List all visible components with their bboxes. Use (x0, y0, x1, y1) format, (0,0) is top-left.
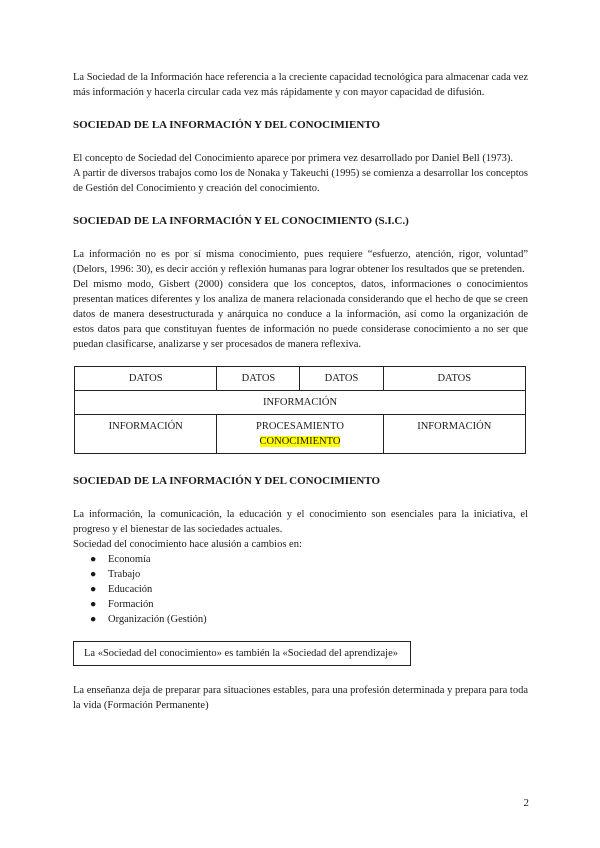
boxed-note: La «Sociedad del conocimiento» es también la «Sociedad del aprendizaje» (73, 641, 411, 666)
bullet-icon: ● (90, 584, 97, 595)
list-item: ● Formación (90, 599, 154, 610)
page-content (73, 70, 528, 713)
section1-paragraph-1: El concepto de Sociedad del Conocimiento aparece por primera vez desarrollado por Daniel Bell (1973). (73, 153, 513, 164)
bullet-icon: ● (90, 569, 97, 580)
table-row-procesamiento (75, 415, 526, 454)
list-item: ● Organización (Gestión) (90, 614, 207, 625)
list-intro: Sociedad del conocimiento hace alusión a cambios en: (73, 539, 302, 550)
cell-datos-2: DATOS (217, 367, 300, 391)
section3-paragraph-1: La información, la comunicación, la educación y el conocimiento son esenciales para la iniciativa, el progreso y el bienestar de las sociedades actuales. (73, 509, 528, 535)
bullet-icon: ● (90, 554, 97, 565)
conocimiento-highlighted-label: CONOCIMIENTO (259, 436, 341, 447)
page-number: 2 (523, 797, 529, 809)
section1-paragraph-2: A partir de diversos trabajos como los de Nonaka y Takeuchi (1995) se comienza a desarrollar los conceptos de Gestión del Conocimiento y creación del conocimiento. (73, 168, 528, 194)
changes-list (90, 552, 528, 627)
cell-informacion-left: INFORMACIÓN (75, 415, 217, 454)
cell-informacion-merged: INFORMACIÓN (75, 391, 526, 415)
list-item: ● Economía (90, 554, 151, 565)
section2-paragraph-1: La información no es por sí misma conocimiento, pues requiere “esfuerzo, atención, rigor, voluntad” (Delors, 1996: 30), es decir acción y reflexión humanas para lograr obtener los resultados que se pretenden. (73, 249, 528, 275)
data-information-knowledge-table (74, 366, 526, 454)
list-item: ● Educación (90, 584, 153, 595)
bullet-icon: ● (90, 599, 97, 610)
section2-heading: SOCIEDAD DE LA INFORMACIÓN Y EL CONOCIMIENTO (S.I.C.) (73, 215, 409, 227)
cell-datos-4: DATOS (383, 367, 525, 391)
final-paragraph: La enseñanza deja de preparar para situaciones estables, para una profesión determinada y prepara para toda la vida (Formación Permanente) (73, 685, 528, 711)
cell-procesamiento-conocimiento (217, 415, 383, 454)
table-row-datos (75, 367, 526, 391)
list-item: ● Trabajo (90, 569, 141, 580)
cell-informacion-right: INFORMACIÓN (383, 415, 525, 454)
section3-heading: SOCIEDAD DE LA INFORMACIÓN Y DEL CONOCIMIENTO (73, 475, 381, 487)
cell-datos-3: DATOS (300, 367, 383, 391)
table-row-informacion (75, 391, 526, 415)
section2-paragraph-2: Del mismo modo, Gisbert (2000) considera que los conceptos, datos, informaciones o conocimientos presentan matices diferentes y los analiza de manera relacionada considerando que el hecho de que se creen datos de manera desestructurada y anárquica no conduce a la información, así como la organización de estos datos para que constituyan fuentes de información no puede considerase conocimiento a no ser que puedan clasificarse, analizarse y ser procesados de manera reflexiva. (73, 279, 528, 350)
bullet-icon: ● (90, 614, 97, 625)
section1-heading: SOCIEDAD DE LA INFORMACIÓN Y DEL CONOCIMIENTO (73, 119, 381, 131)
intro-paragraph: La Sociedad de la Información hace referencia a la creciente capacidad tecnológica para almacenar cada vez más información y hacerla circular cada vez más rápidamente y con mayor capacidad de difusión. (73, 72, 528, 98)
cell-datos-1: DATOS (75, 367, 217, 391)
procesamiento-label: PROCESAMIENTO (256, 421, 344, 432)
